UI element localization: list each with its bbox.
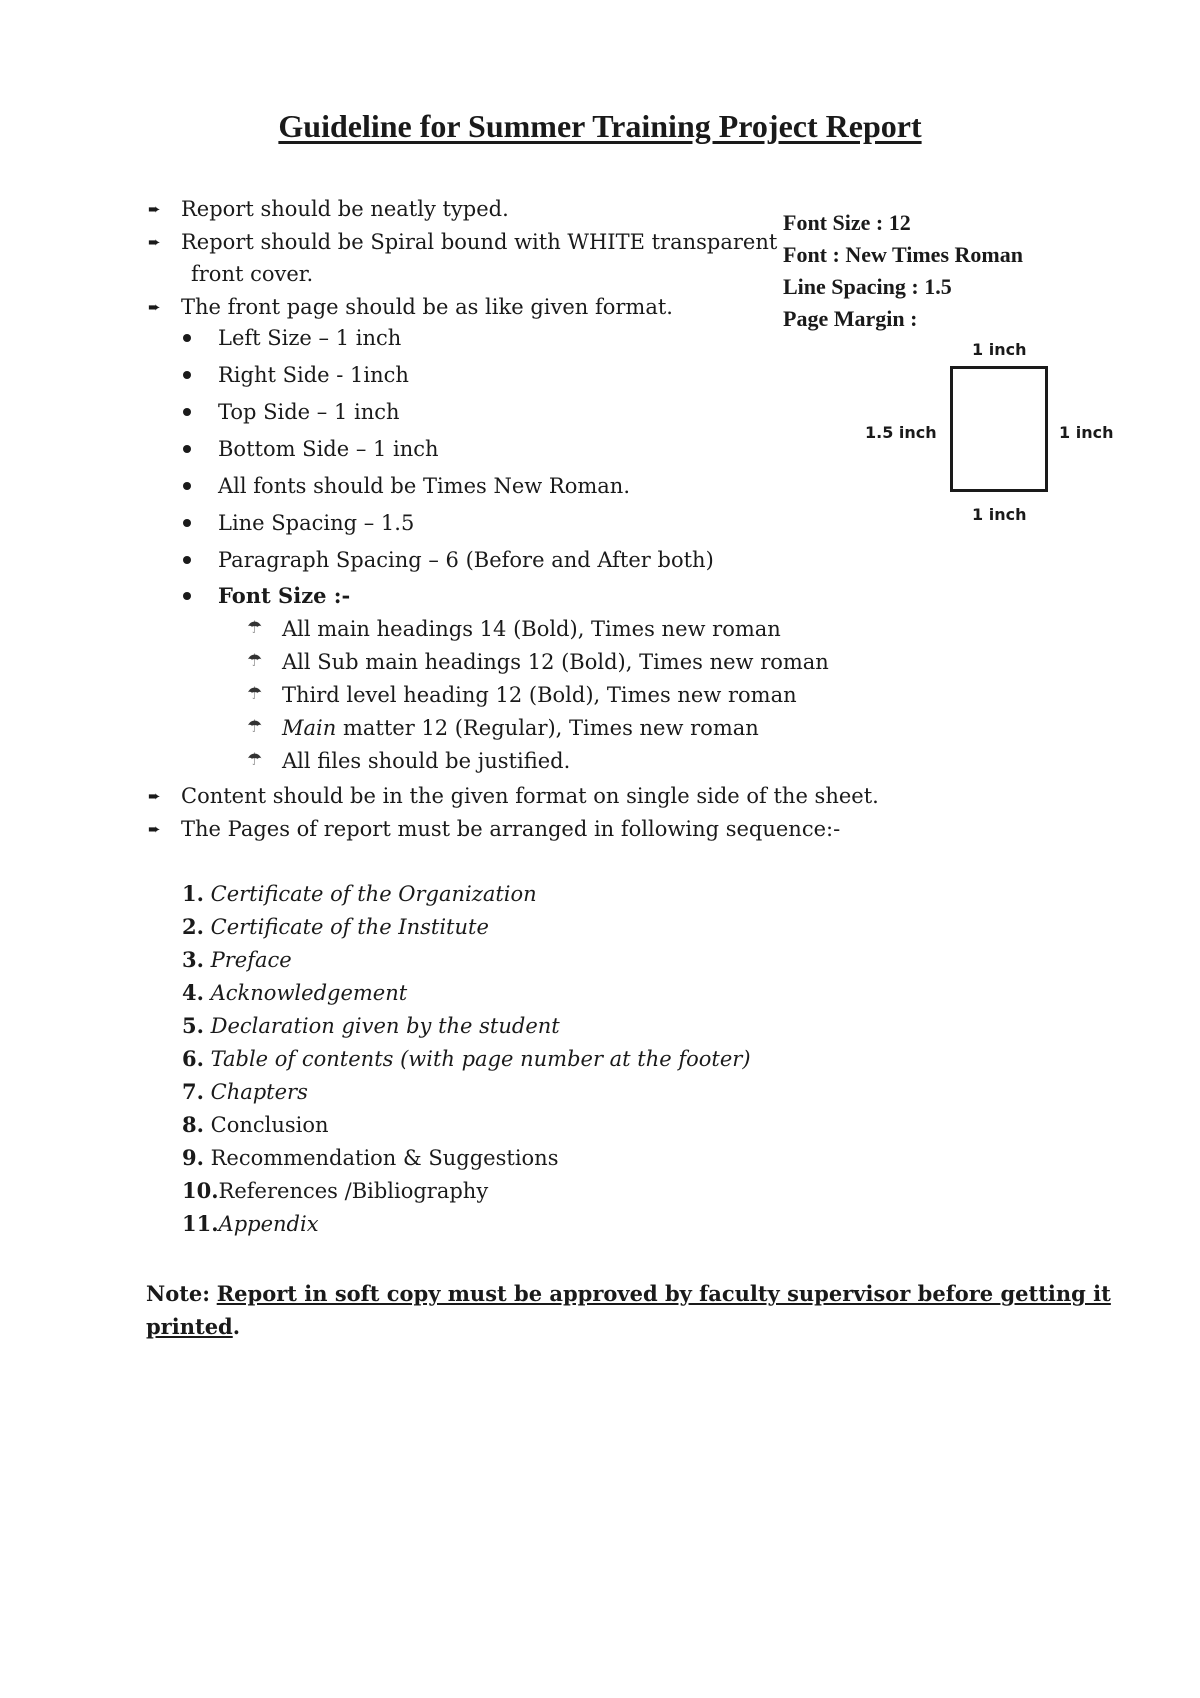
arrow-icon: ➨ xyxy=(148,787,161,805)
dot-icon xyxy=(183,519,191,527)
spec-font: Font : New Times Roman xyxy=(783,242,1023,267)
list-text: References /Bibliography xyxy=(218,1179,489,1203)
list-item xyxy=(182,1078,308,1106)
font-size-item: All files should be justified. xyxy=(282,749,571,773)
umbrella-icon: ☂ xyxy=(247,618,263,638)
main-point: Report should be Spiral bound with WHITE transparent xyxy=(181,230,778,254)
list-item xyxy=(182,1177,488,1205)
list-number: 4. xyxy=(182,980,204,1005)
umbrella-icon: ☂ xyxy=(247,750,263,770)
format-item: Paragraph Spacing – 6 (Before and After both) xyxy=(218,548,714,572)
font-size-item-lead: Main xyxy=(282,716,337,740)
main-point: Content should be in the given format on single side of the sheet. xyxy=(181,784,879,808)
list-text: Table of contents (with page number at the footer) xyxy=(210,1047,751,1071)
font-size-item: Third level heading 12 (Bold), Times new roman xyxy=(282,683,797,707)
list-number: 5. xyxy=(182,1013,204,1038)
note-period: . xyxy=(232,1314,241,1339)
list-text: Acknowledgement xyxy=(210,981,408,1005)
list-text: Conclusion xyxy=(210,1113,329,1137)
list-text: Appendix xyxy=(218,1212,319,1236)
dot-icon xyxy=(183,408,191,416)
list-item xyxy=(182,1210,319,1238)
list-number: 11. xyxy=(182,1211,219,1236)
list-item xyxy=(182,979,407,1007)
list-number: 9. xyxy=(182,1145,204,1170)
margin-top-label: 1 inch xyxy=(972,340,1027,359)
umbrella-icon: ☂ xyxy=(247,717,263,737)
font-size-item xyxy=(282,714,759,742)
margin-bottom-label: 1 inch xyxy=(972,505,1027,524)
list-number: 7. xyxy=(182,1079,204,1104)
list-item xyxy=(182,1144,558,1172)
arrow-icon: ➨ xyxy=(148,298,161,316)
page-margin-diagram xyxy=(950,366,1048,492)
format-item: Right Side - 1inch xyxy=(218,363,409,387)
dot-icon xyxy=(183,482,191,490)
dot-icon xyxy=(183,334,191,342)
dot-icon xyxy=(183,556,191,564)
dot-icon xyxy=(183,445,191,453)
list-number: 6. xyxy=(182,1046,204,1071)
spec-page-margin: Page Margin : xyxy=(783,306,918,331)
format-item: Bottom Side – 1 inch xyxy=(218,437,439,461)
list-text: Certificate of the Organization xyxy=(210,882,537,906)
font-size-item: All Sub main headings 12 (Bold), Times new roman xyxy=(282,650,829,674)
format-item: Line Spacing – 1.5 xyxy=(218,511,415,535)
note-text: Report in soft copy must be approved by faculty supervisor before getting it xyxy=(216,1281,1111,1306)
note-label: Note: xyxy=(146,1281,211,1306)
list-item xyxy=(182,913,489,941)
main-point-continuation: front cover. xyxy=(191,262,314,286)
margin-left-label: 1.5 inch xyxy=(865,423,937,442)
note-continuation xyxy=(146,1311,240,1343)
spec-line-spacing: Line Spacing : 1.5 xyxy=(783,274,952,299)
format-item: Top Side – 1 inch xyxy=(218,400,400,424)
note-text: printed xyxy=(146,1314,233,1339)
main-point: The front page should be as like given format. xyxy=(181,295,673,319)
dot-icon xyxy=(183,371,191,379)
dot-icon xyxy=(183,592,191,600)
list-number: 10. xyxy=(182,1178,219,1203)
note xyxy=(146,1278,1111,1310)
list-text: Declaration given by the student xyxy=(210,1014,560,1038)
list-text: Certificate of the Institute xyxy=(210,915,489,939)
umbrella-icon: ☂ xyxy=(247,684,263,704)
list-text: Preface xyxy=(210,948,292,972)
list-item xyxy=(182,880,537,908)
list-number: 1. xyxy=(182,881,204,906)
font-size-item: All main headings 14 (Bold), Times new roman xyxy=(282,617,781,641)
list-item xyxy=(182,1012,560,1040)
format-item: Left Size – 1 inch xyxy=(218,326,402,350)
list-number: 3. xyxy=(182,947,204,972)
main-point: The Pages of report must be arranged in following sequence:- xyxy=(181,817,841,841)
list-text: Chapters xyxy=(210,1080,308,1104)
margin-right-label: 1 inch xyxy=(1059,423,1114,442)
main-point: Report should be neatly typed. xyxy=(181,197,509,221)
list-number: 2. xyxy=(182,914,204,939)
list-item xyxy=(182,1111,329,1139)
spec-font-size: Font Size : 12 xyxy=(783,210,911,235)
list-number: 8. xyxy=(182,1112,204,1137)
list-item xyxy=(182,1045,751,1073)
page-title: Guideline for Summer Training Project Report xyxy=(278,108,922,144)
list-text: Recommendation & Suggestions xyxy=(210,1146,559,1170)
format-item: All fonts should be Times New Roman. xyxy=(218,474,631,498)
arrow-icon: ➨ xyxy=(148,233,161,251)
arrow-icon: ➨ xyxy=(148,200,161,218)
font-size-heading: Font Size :- xyxy=(218,583,351,608)
list-item xyxy=(182,946,292,974)
font-size-item-rest: matter 12 (Regular), Times new roman xyxy=(342,716,759,740)
arrow-icon: ➨ xyxy=(148,820,161,838)
umbrella-icon: ☂ xyxy=(247,651,263,671)
